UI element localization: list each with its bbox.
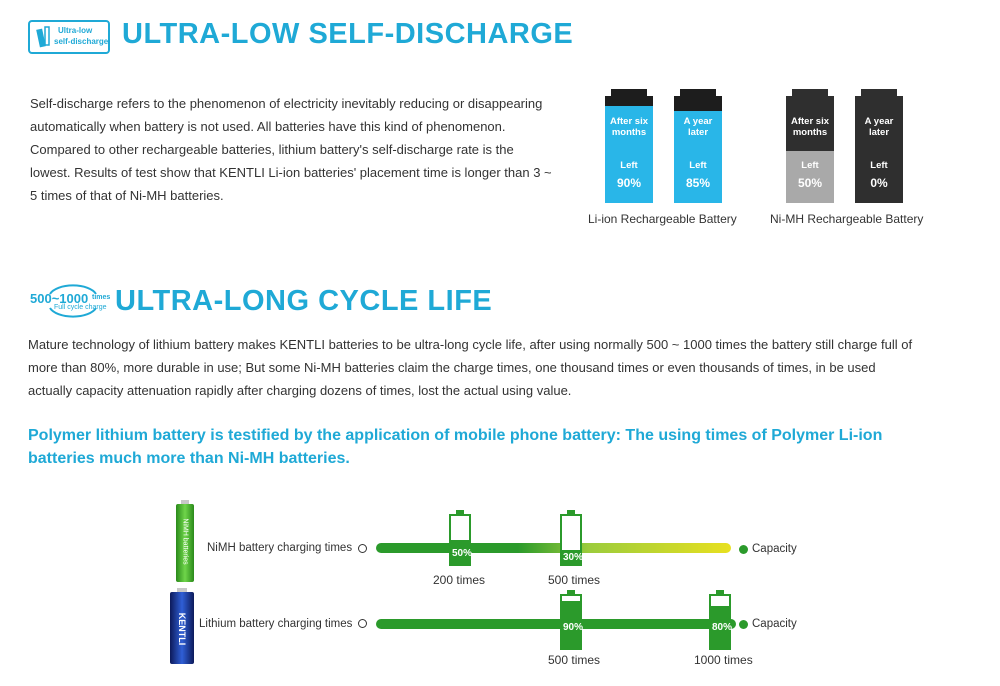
section2-subheading [28,424,978,470]
badge-line2: self-discharge [54,37,109,46]
lithium-marker-500 [560,590,582,648]
lithium-aa-battery [170,588,194,664]
liion-caption: Li-ion Rechargeable Battery [588,212,737,226]
paragraph-line: Mature technology of lithium battery makes KENTLI batteries to be ultra-long cycle life, after using normally 500 ~ 1000 times the battery still charge full of [28,337,913,352]
lithium-cell-text: KENTLI [177,612,187,646]
battery-percent: 85% [685,176,711,190]
paragraph-line: Compared to other rechargeable batteries, lithium battery's self-discharge rate is the [30,142,514,157]
badge-line1: Ultra-low [58,26,93,35]
lithium-marker-times: 500 times [548,653,601,667]
battery-left-label: Left [620,160,638,171]
battery-left-label: Left [689,160,707,171]
battery-percent: 90% [616,176,642,190]
lithium-row-label: Lithium battery charging times [199,618,353,630]
nimh-capacity-bar [376,543,731,553]
nimh-battery-6months [786,89,834,203]
nimh-caption: Ni-MH Rechargeable Battery [770,212,924,226]
nimh-marker-500 [560,510,582,568]
paragraph-line: 5 times of that of Ni-MH batteries. [30,188,224,203]
marker-percent: 50% [451,548,472,559]
battery-percent: 0% [870,176,888,190]
marker-percent: 80% [711,622,732,633]
marker-percent: 30% [562,552,583,563]
paragraph-line: actually capacity attenuation rapidly after charging dozens of times, lost the actual using value. [28,383,572,398]
paragraph-line: automatically when battery is not used. All batteries have this kind of phenomenon. [30,119,506,134]
subheading-line: batteries much more than Ni-MH batteries. [28,450,350,467]
badge-times: times [92,294,111,301]
liion-battery-1year [674,89,722,203]
marker-percent: 90% [562,622,583,633]
battery-period: A year later [683,116,713,138]
badge-sub: Full cycle charge [54,304,107,311]
battery-period: After six months [609,116,648,138]
cycle-badge [28,282,114,318]
nimh-row-start-circle [358,544,367,553]
lithium-row-end-label: Capacity [752,618,797,630]
section2-title: ULTRA-LONG CYCLE LIFE [115,285,493,317]
subheading-line: Polymer lithium battery is testified by the application of mobile phone battery: The using times of Polymer Li-ion [28,427,883,444]
battery-left-label: Left [801,160,819,171]
badge-big: 500~1000 [30,291,89,306]
lithium-marker-times: 1000 times [694,653,753,667]
battery-period: A year later [864,116,894,138]
nimh-marker-times: 200 times [433,573,486,587]
nimh-marker-times: 500 times [548,573,601,587]
nimh-row-label: NiMH battery charging times [207,542,353,554]
battery-tilt-icon [36,25,50,47]
nimh-marker-200 [449,510,471,568]
nimh-battery-1year [855,89,903,203]
nimh-row-end-dot [739,545,748,554]
paragraph-line: more than 80%, more durable in use; But some Ni-MH batteries claim the charge times, one thousand times or even thousands of times, in be used [28,360,876,375]
section1-paragraph [30,92,575,207]
lithium-row-start-circle [358,619,367,628]
battery-left-label: Left [870,160,888,171]
lithium-marker-1000 [709,590,731,648]
nimh-row-end-label: Capacity [752,543,797,555]
nimh-cell-text: NiMH batteries [181,518,189,565]
liion-battery-6months [605,89,653,203]
nimh-aa-battery [176,500,194,582]
lithium-capacity-bar [376,619,736,629]
ultra-low-badge [28,20,110,54]
battery-percent: 50% [797,176,823,190]
paragraph-line: lowest. Results of test show that KENTLI Li-ion batteries' placement time is longer than 3 ~ [30,165,552,180]
section1-title: ULTRA-LOW SELF-DISCHARGE [122,18,574,50]
paragraph-line: Self-discharge refers to the phenomenon of electricity inevitably reducing or disappearing [30,96,543,111]
section2-paragraph [28,333,978,402]
lithium-row-end-dot [739,620,748,629]
battery-period: After six months [790,116,829,138]
